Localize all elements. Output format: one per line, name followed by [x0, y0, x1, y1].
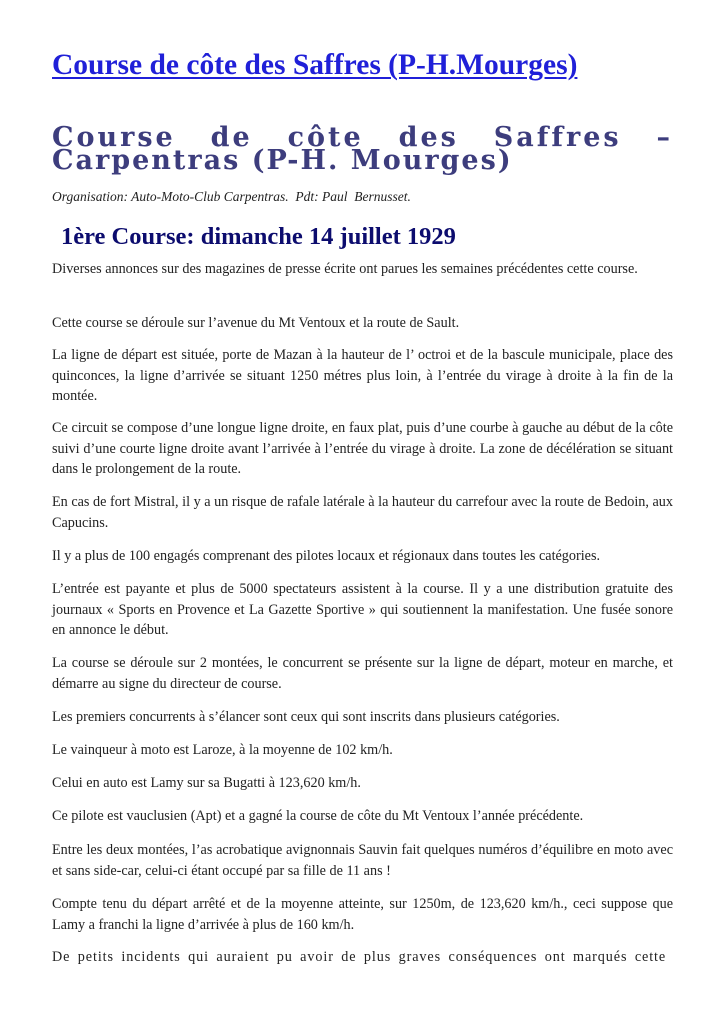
article-heading-line-1: Course de côte des Saffres – — [52, 122, 673, 153]
paragraph-mistral: En cas de fort Mistral, il y a un risque de rafale latérale à la hauteur du carrefour avec la route de Bedoin, aux Capucins. — [52, 494, 673, 531]
paragraph-moto-winner: Le vainqueur à moto est Laroze, à la moyenne de 102 km/h. — [52, 742, 393, 758]
organisation-line: Organisation: Auto-Moto-Club Carpentras. Pdt: Paul Bernusset. — [52, 189, 411, 204]
paragraph-first-competitors: Les premiers concurrents à s’élancer sont ceux qui sont inscrits dans plusieurs catégories. — [52, 709, 560, 725]
paragraph-sauvin: Entre les deux montées, l’as acrobatique avignonnais Sauvin fait quelques numéros d’équilibre en moto avec et sans side-car, celui-ci étant occupé par sa fille de 11 ans ! — [52, 842, 673, 879]
article-heading — [52, 122, 673, 176]
paragraph-start-line: La ligne de départ est située, porte de Mazan à la hauteur de l’ octroi et de la bascule municipale, place des quinconces, la ligne d’arrivée se situant 1250 métres plus loin, à l’entrée du virage à droite à la fin de la montée. — [52, 347, 673, 404]
paragraph-auto-winner: Celui en auto est Lamy sur sa Bugatti à 123,620 km/h. — [52, 775, 361, 791]
paragraph-two-climbs: La course se déroule sur 2 montées, le concurrent se présente sur la ligne de départ, moteur en marche, et démarre au signe du directeur de course. — [52, 655, 673, 692]
race-heading: 1ère Course: dimanche 14 juillet 1929 — [61, 223, 456, 250]
paragraph-pilot-apt: Ce pilote est vauclusien (Apt) et a gagné la course de côte du Mt Ventoux l’année précédente. — [52, 808, 584, 824]
paragraph-incidents: De petits incidents qui auraient pu avoir de plus graves conséquences ont marqués cette — [52, 949, 667, 965]
paragraph-route: Cette course se déroule sur l’avenue du Mt Ventoux et la route de Sault. — [52, 315, 460, 331]
paragraph-speed-estimate: Compte tenu du départ arrêté et de la moyenne atteinte, sur 1250m, de 123,620 km/h., ceci suppose que Lamy a franchi la ligne d’arrivée à plus de 160 km/h. — [52, 896, 673, 933]
post-title-link[interactable]: Course de côte des Saffres (P-H.Mourges) — [52, 49, 578, 81]
article-heading-line-2: Carpentras (P-H. Mourges) — [52, 145, 513, 176]
paragraph-spectators: L’entrée est payante et plus de 5000 spectateurs assistent à la course. Il y a une distribution gratuite des journaux « Sports en Provence et La Gazette Sportive » qui soutiennent la manifestation. Une fusée sonore en annonce le début. — [52, 581, 673, 638]
paragraph-announcements: Diverses annonces sur des magazines de presse écrite ont parues les semaines précédentes cette course. — [52, 261, 638, 277]
paragraph-circuit: Ce circuit se compose d’une longue ligne droite, en faux plat, puis d’une courbe à gauche au début de la côte suivi d’une courte ligne droite avant l’arrivée à l’entrée du virage à droite. La zone de décélération se situant dans le prolongement de la route. — [52, 420, 673, 477]
post-title — [52, 46, 577, 84]
paragraph-entrants: Il y a plus de 100 engagés comprenant des pilotes locaux et régionaux dans toutes les catégories. — [52, 548, 601, 564]
